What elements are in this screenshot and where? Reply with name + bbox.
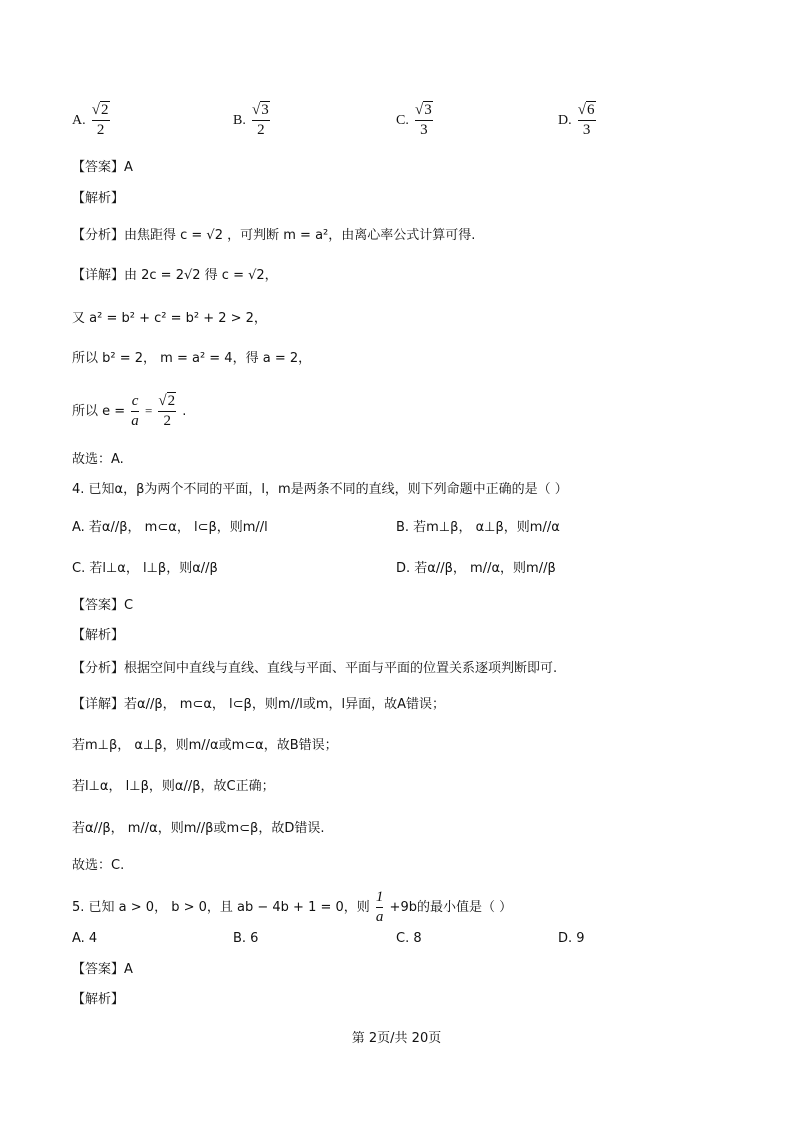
q3-fenxi: 【分析】由焦距得 c = √2 ，可判断 m = a²，由离心率公式计算可得. xyxy=(72,228,476,243)
q5-answer: 【答案】A xyxy=(72,962,133,977)
page-footer: 第 2页/共 20页 xyxy=(351,1031,442,1046)
q3-detail-4 xyxy=(72,393,186,430)
q4-option-a: A. 若α//β， m⊂α， l⊂β，则m//l xyxy=(72,520,268,535)
q4-detail-3: 若l⊥α， l⊥β，则α//β，故C正确； xyxy=(72,779,275,794)
q3-option-d xyxy=(558,102,598,139)
q5-option-a: A. 4 xyxy=(72,931,98,946)
q5-stem-suffix: +9b的最小值是（ ） xyxy=(389,900,513,915)
q4-answer: 【答案】C xyxy=(72,598,134,613)
q3-option-b xyxy=(233,102,272,139)
option-label: D. xyxy=(558,113,572,128)
q4-fenxi: 【分析】根据空间中直线与直线、直线与平面、平面与平面的位置关系逐项判断即可. xyxy=(72,661,558,676)
period: . xyxy=(182,404,187,419)
option-fraction: $\frac{√3}{3}$ xyxy=(414,102,432,138)
q3-option-c xyxy=(396,102,435,139)
option-label: B. xyxy=(233,113,246,128)
option-fraction: $\frac{√2}{2}$ xyxy=(91,102,109,138)
q5-option-d: D. 9 xyxy=(558,931,585,946)
q5-analysis-heading: 【解析】 xyxy=(72,992,125,1007)
q5-stem-prefix: 5. 已知 a > 0， b > 0，且 ab − 4b + 1 = 0，则 xyxy=(72,900,370,915)
q3-choose: 故选：A. xyxy=(72,452,124,467)
q4-detail-4: 若α//β， m//α，则m//β或m⊂β，故D错误. xyxy=(72,821,325,836)
q3-detail-3: 所以 b² = 2， m = a² = 4，得 a = 2， xyxy=(72,351,312,366)
q4-detail-1: 【详解】若α//β， m⊂α， l⊂β，则m//l或m，l异面，故A错误； xyxy=(72,697,446,712)
q3-option-a xyxy=(72,102,112,139)
option-fraction: $\frac{√3}{2}$ xyxy=(251,102,269,138)
fraction-1-over-a: $\frac{1}{a}$ xyxy=(375,889,384,925)
q4-choose: 故选：C. xyxy=(72,858,125,873)
option-label: C. xyxy=(396,113,409,128)
fraction-root2-over-2: $\frac{√2}{2}$ xyxy=(158,393,176,429)
option-fraction: $\frac{√6}{3}$ xyxy=(577,102,595,138)
q3-answer: 【答案】A xyxy=(72,160,133,175)
option-label: A. xyxy=(72,113,86,128)
q3-analysis-heading: 【解析】 xyxy=(72,191,125,206)
q3-detail-2: 又 a² = b² + c² = b² + 2 > 2， xyxy=(72,311,267,326)
detail-4-prefix: 所以 e = xyxy=(72,404,126,419)
q5-option-b: B. 6 xyxy=(233,931,259,946)
fraction-c-over-a: $\frac{c}{a}$ xyxy=(131,393,139,429)
equals-sign: = xyxy=(144,403,153,418)
q4-analysis-heading: 【解析】 xyxy=(72,628,125,643)
q4-option-d: D. 若α//β， m//α，则m//β xyxy=(396,561,556,576)
q5-stem xyxy=(72,889,512,926)
q4-stem: 4. 已知α，β为两个不同的平面，l，m是两条不同的直线，则下列命题中正确的是（ ） xyxy=(72,482,568,497)
q4-detail-2: 若m⊥β， α⊥β，则m//α或m⊂α，故B错误； xyxy=(72,738,338,753)
q3-detail-1: 【详解】由 2c = 2√2 得 c = √2， xyxy=(72,268,278,283)
q4-option-c: C. 若l⊥α， l⊥β，则α//β xyxy=(72,561,218,576)
q5-option-c: C. 8 xyxy=(396,931,422,946)
q4-option-b: B. 若m⊥β， α⊥β，则m//α xyxy=(396,520,560,535)
